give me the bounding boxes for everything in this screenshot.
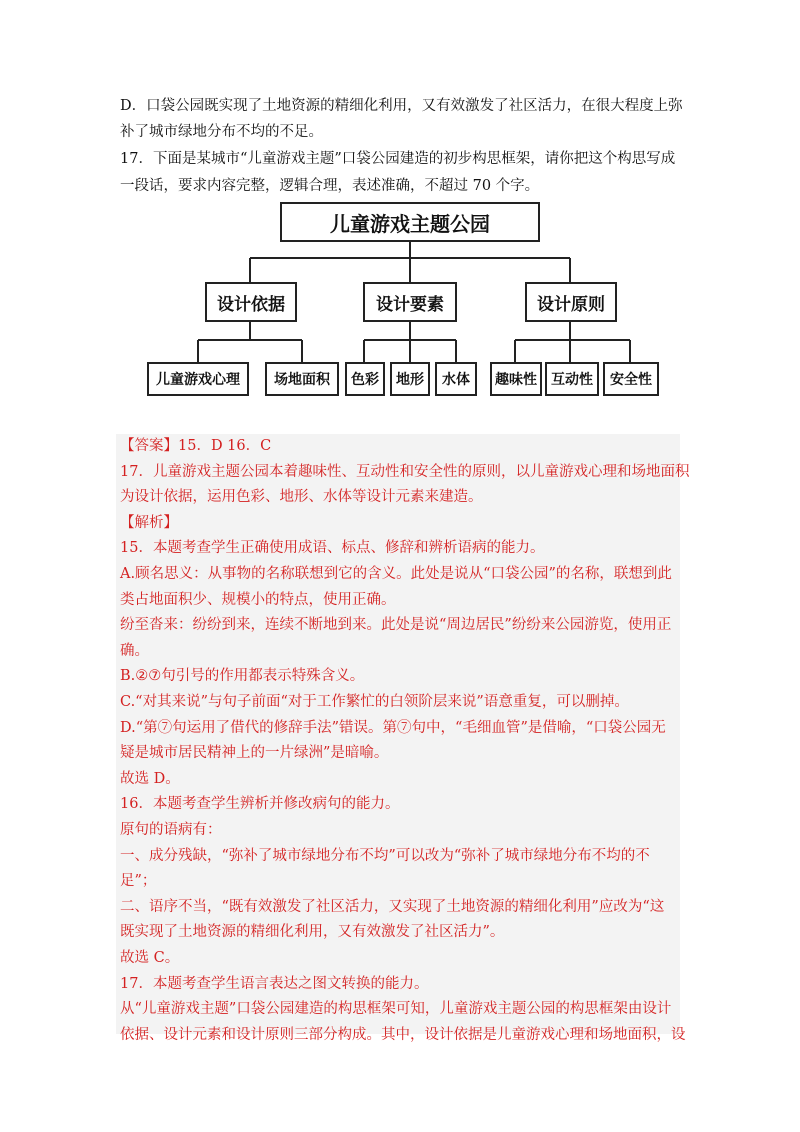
answer-line: B.②⑦句引号的作用都表示特殊含义。 bbox=[120, 668, 365, 684]
answer-line: 足”； bbox=[120, 873, 157, 889]
answer-line: 一、成分残缺，“弥补了城市绿地分布不均”可以改为“弥补了城市绿地分布不均的不 bbox=[120, 848, 650, 864]
answer-line: 疑是城市居民精神上的一片绿洲”是暗喻。 bbox=[120, 745, 389, 761]
answer-line: 17．本题考查学生语言表达之图文转换的能力。 bbox=[120, 976, 429, 992]
answer-line: 【答案】15．D 16．C bbox=[120, 438, 272, 454]
answer-line: 15．本题考查学生正确使用成语、标点、修辞和辨析语病的能力。 bbox=[120, 540, 545, 556]
answer-line: 从“儿童游戏主题”口袋公园建造的构思框架可知，儿童游戏主题公园的构思框架由设计 bbox=[120, 1001, 672, 1017]
question-line: 补了城市绿地分布不均的不足。 bbox=[120, 124, 323, 140]
answer-line: 依据、设计元素和设计原则三部分构成。其中，设计依据是儿童游戏心理和场地面积，设 bbox=[120, 1027, 686, 1043]
answer-line: A.顾名思义：从事物的名称联想到它的含义。此处是说从“口袋公园”的名称，联想到此 bbox=[120, 566, 672, 582]
answer-line: 17．儿童游戏主题公园本着趣味性、互动性和安全性的原则，以儿童游戏心理和场地面积 bbox=[120, 464, 690, 480]
answer-line: 为设计依据，运用色彩、地形、水体等设计元素来建造。 bbox=[120, 489, 483, 505]
answer-line: 类占地面积少、规模小的特点，使用正确。 bbox=[120, 592, 396, 608]
answer-line: 16．本题考查学生辨析并修改病句的能力。 bbox=[120, 796, 400, 812]
diagram-leaf-node: 互动性 bbox=[545, 362, 599, 396]
answer-line: 既实现了土地资源的精细化利用，又有效激发了社区活力”。 bbox=[120, 924, 505, 940]
answer-line: C.“对其来说”与句子前面“对于工作繁忙的白领阶层来说”语意重复，可以删掉。 bbox=[120, 694, 629, 710]
diagram-node-design-basis: 设计依据 bbox=[205, 282, 297, 322]
diagram-node-design-elements: 设计要素 bbox=[363, 282, 457, 322]
question-line: 17．下面是某城市“儿童游戏主题”口袋公园建造的初步构思框架，请你把这个构思写成 bbox=[120, 151, 676, 167]
diagram-leaf-node: 场地面积 bbox=[265, 362, 339, 396]
diagram-leaf-node: 地形 bbox=[390, 362, 430, 396]
answer-line: 纷至沓来：纷纷到来，连续不断地到来。此处是说“周边居民”纷纷来公园游览，使用正 bbox=[120, 617, 672, 633]
answer-line: D.“第⑦句运用了借代的修辞手法”错误。第⑦句中，“毛细血管”是借喻，“口袋公园无 bbox=[120, 720, 666, 736]
diagram-leaf-node: 水体 bbox=[435, 362, 477, 396]
answer-line: 确。 bbox=[120, 643, 149, 659]
answer-line: 原句的语病有： bbox=[120, 822, 222, 838]
diagram-leaf-node: 儿童游戏心理 bbox=[147, 362, 249, 396]
question-line: 一段话，要求内容完整，逻辑合理，表述准确，不超过 70 个字。 bbox=[120, 178, 540, 194]
answer-line: 故选 D。 bbox=[120, 771, 180, 787]
diagram-root-node: 儿童游戏主题公园 bbox=[280, 202, 540, 242]
answer-line: 【解析】 bbox=[120, 515, 178, 531]
diagram-leaf-node: 趣味性 bbox=[490, 362, 542, 396]
answer-line: 二、语序不当，“既有效激发了社区活力，又实现了土地资源的精细化利用”应改为“这 bbox=[120, 899, 665, 915]
answer-line: 故选 C。 bbox=[120, 950, 180, 966]
diagram-leaf-node: 安全性 bbox=[603, 362, 659, 396]
diagram-node-design-principles: 设计原则 bbox=[525, 282, 617, 322]
diagram-leaf-node: 色彩 bbox=[345, 362, 385, 396]
question-line: D．口袋公园既实现了土地资源的精细化利用，又有效激发了社区活力，在很大程度上弥 bbox=[120, 98, 683, 114]
